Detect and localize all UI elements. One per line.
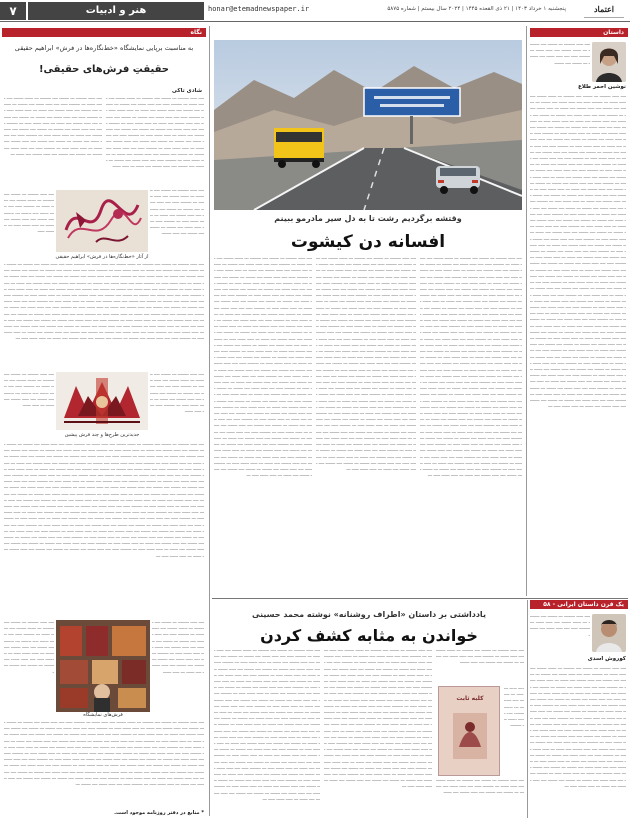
column-divider-right xyxy=(526,26,527,596)
center-text-col-2 xyxy=(316,256,416,596)
carpet-photo-3 xyxy=(56,620,150,712)
bottom-author-name: کوروش اسدی xyxy=(587,656,626,662)
body-text: ــــ ـــــ ــــــــ ـــ ـــــــ ــــ ــــــــ ـــ ــــــ ـــــــ ــــ ـــــ ــــــ ـــ ــــــــ xyxy=(504,686,524,729)
bottom-text-col-2a xyxy=(436,648,524,684)
right-author-avatar xyxy=(592,42,626,82)
body-text: ــــ ـــــ ــــــــ ـــ ـــــــ ــــ ــــــــ ـــ ــــــ ـــــــ ــــ ـــــ ــــــ ـــ ــــــــ ـــــ ــــ ـــــ ــــــ ــــ ـــــــ ـــ ـــــــ ــــ ـــــــ ــــ ـــــ ـــــــ ــــ ــــــ ـــ ـــــ ــــــ ـــــ ـــ ــــــــ ـــــ ــــ ـــــ ــــــ ــــ ـــــــ ـــ ـــــــ ــــ ـــــــ ــــ ـــــ ـــــــ ــــ ــــــ ـــ ـــــ ــــــ ـــــ ـــ ــــــــ ـــــ ــــ ـــــ ــــــ ــــ ـــــــ ـــ ـــــــ ــــ ـــــــ ــــ ـــــ ـــــــ ــــ ــــــ ـــ ـــــ ــــــ ـــــ ـــ ــــــــ ـــــ ــــ ـــــ ــــــ ــــ ـــــــ ـــ ـــــــ ــــ ـــــــ ــــ ـــــ ـــــــ ــــ ــــــ ـــ ـــــ ــــــ ـــــ ـــ ــــــــ ـــــ ــــ ـــــ ــــــ ــــ ـــــــ ـــ ـــــــ ــــ ـــــــ ــــ ـــــ ـــــــ ــــ ــــــ ـــ ـــــ ــــــ ـــــ ـــ ــــــــ ـــــ ــــ ـــــ ــــــ ــــ ـــــــ ـــ ـــــــ ــــ ـــــــ ــــ ـــــ ـــــــ ــــ ــــــ ـــ ـــــ ــــــ ـــــ ـــ ــــــــ ـــــ ــــ ـــــ ــــــ ــــ ـــــــ ـــ ـــــــ ــــ ـــــــ ــــ ـــــ ـــــــ ــــ ــــــ ـــ ـــــ ــــــ ـــــ ـــ ــــــــ ـــــ ــــ ـــــ ــــــ ــــ ـــــــ ـــ ـــــــ ــــ ـــــــ ــــ ـــــ ـــــــ ــــ ــــــ ـــ ـــــ ــــــ ـــــ ـــ ــــــــ ـــــ ــــ ـــــ ــــــ ــــ ـــــــ ـــ ـــــــ ــــ ـــــــ ــــ ـــــ ـــــــ ــــ ــــــ ـــ ـــــ ــــــ ـــــ ـــ ــــــــ ـــــ ــــ ـــــ ــــــ ــــ ـــــــ ـــ ـــــــ ــــ ـــــــ ــــ ـــــ ـــــــ ــــ ــــــ ـــ ـــــ ــــــ ـــــ ـــ ــــــــ ـــــ ــــ ـــــ ــــــ ــــ ـــــــ ـــ ـــــــ ــــ ـــــــ ــــ ـــــ ـــــــ ــــ ــــــ ـــ ـــــ ــــــ ـــــ ـــ ــــــــ ـــــ ــــ ـــــ ــــــ ــــ ـــــــ ـــ ـــــــ ــــ ـــــــ ــــ ـــــ ـــــــ ــــ ــــــ ـــ ـــــ ــــــ ـــــ ـــ ــــــــ ـــــ ــــ ـــــ ــــــ ــــ ـــــــ ـــ ـــــــ ــــ ـــــــ ــــ ـــــ ـــــــ ــــ ــــــ ـــ ـــــ ــــــ ـــــ ـــ ــــــــ ـــــ ــــ ـــــ ــــــ ــــ ـــــــ ـــ ـــــــ ــــ ـــــــ ــــ ـــــ ـــــــ ــــ ــــــ ـــ ـــــ ــــــ ـــــ ـــ ــــــــ ـــــ ــــ ـــــ ــــــ ــــ ـــــــ ـــ ـــــــ ــــ ـــــــ ــــ ـــــ ـــــــ ــــ ــــــ ـــ ـــــ ــــــ ـــــ ـــ ــــــــ ـــــ ــــ ـــــ ــــــ ــــ ـــــــ ـــ ـــــــ ــــ ـــــــ ــــ ـــــ ـــــــ ــــ ــــــ ـــ ـــــ ــــــ ـــــ ـــ ــــــــ ـــــ ــــ ـــــ ــــــ ــــ ـــــــ ـــ ـــــــ ــــ ـــــــ ــــ ـــــ ـــــــ ــــ ــــــ ـــ ـــــ ــــــ ـــــ ـــ ــــــــ ـــــ ــــ ـــــ ــــــ ــــ ـــــــ ـــ ـــــــ ــــ ـــــــ ــــ ـــــ ـــــــ ــــ ــــــ ـــ ـــــ ــــــ ـــــ ـــ ــــــــ ـــــ ــــ ـــــ ــــــ ــــ ـــــــ ـــ ـــــــ ــــ ـــــــ ــــ ـــــ ـــــــ ــــ ــــــ ـــ ـــــ ــــــ ـــــ ـــ ــــــــ ـــــ ــــ ـــــ ــــــ ــــ ـــــــ ـــ ـــــــ ــــ ـــــــ ــــ ـــــ ـــــــ ــــ ــــــ ـــ ـــــ ــــــ ـــــ ـــ xyxy=(420,256,522,479)
column-divider-left xyxy=(209,26,210,816)
body-text: ــــ ـــــ ــــــــ ـــ ـــــــ ــــ ــــــــ ـــ ــــــ ـــــــ ــــ ـــــ ــــــ ـــ ــــــــ ـــــ ــــ ـــــ ــــــ ــــ ـــــــ ـــ ـــــــ ــــ ـــــــ ــــ ـــــ ـــــــ ــــ ــــــ ـــ ـــــ ــــــ ـــــ ـــ ــــــــ ـــــ ــــ ـــــ ــــــ ــــ ـــــــ ـــ ـــــــ ــــ ـــــــ ــــ ـــــ ـــــــ ــــ ــــــ ـــ ـــــ ــــــ ـــــ ـــ ــــــــ ـــــ ــــ ـــــ ــــــ ــــ ـــــــ ـــ ـــــــ ــــ ـــــــ ــــ ـــــ ـــــــ ــــ ــــــ ـــ ـــــ ــــــ ـــــ ـــ ــــــــ ـــــ ــــ ـــــ ــــــ ــــ ـــــــ ـــ ـــــــ ــــ ـــــــ ــــ ـــــ ـــــــ ــــ ــــــ ـــ ـــــ ــــــ ـــــ ـــ ــــــــ ـــــ ــــ ـــــ ــــــ ــــ ـــــــ ـــ ـــــــ ــــ ـــــــ ــــ ـــــ ـــــــ ــــ ــــــ ـــ ـــــ ــــــ ـــــ ـــ ــــــــ ـــــ ــــ ـــــ ــــــ ــــ ـــــــ ـــ ـــــــ ــــ ـــــــ ــــ ـــــ ـــــــ ــــ ــــــ ـــ ـــــ ــــــ ـــــ ـــ ــــــــ ـــــ ــــ ـــــ ــــــ ــــ ـــــــ ـــ ـــــــ ــــ ـــــــ ــــ ـــــ ـــــــ ــــ ــــــ ـــ ـــــ ــــــ ـــــ ـــ ــــــــ ـــــ ــــ ـــــ ــــــ ــــ ـــــــ ـــ ـــــــ ــــ ـــــــ ــــ ـــــ ـــــــ ــــ ــــــ ـــ ـــــ ــــــ ـــــ ـــ ــــــــ ـــــ ــــ ـــــ ــــــ ــــ ـــــــ ـــ ـــــــ ــــ ـــــــ ــــ ـــــ ـــــــ ــــ ــــــ ـــ ـــــ ــــــ ـــــ ـــ ــــــــ ـــــ ــــ ـــــ ــــــ ــــ ـــــــ ـــ ـــــــ ــــ ـــــــ ــــ ـــــ ـــــــ ــــ ــــــ ـــ ـــــ ــــــ ـــــ ـــ ــــــــ ـــــ ــــ ـــــ ــــــ ــــ ـــــــ ـــ ـــــــ ــــ ـــــــ ــــ ـــــ ـــــــ ــــ ــــــ ـــ ـــــ ــــــ ـــــ ـــ ــــــــ ـــــ ــــ ـــــ ــــــ ــــ ـــــــ ـــ ـــــــ ــــ ـــــــ ــــ ـــــ ـــــــ ــــ ــــــ ـــ ـــــ ــــــ ـــــ ـــ ــــــــ ـــــ ــــ ـــــ ــــــ ــــ ـــــــ ـــ ـــــــ ــــ ـــــــ ــــ ـــــ ـــــــ ــــ ــــــ ـــ ـــــ ــــــ ـــــ ـــ xyxy=(324,648,432,790)
carpet-pattern-image xyxy=(56,372,148,430)
road-photo xyxy=(214,40,522,210)
left-byline: شادی تاکی xyxy=(171,88,202,94)
left-text-col-6 xyxy=(150,372,204,438)
body-text: ــــ ـــــ ــــــــ ـــ ـــــــ ــــ ــــــــ ـــ ــــــ ـــــــ ــــ ـــــ ــــــ ـــ ــــــــ ـــــ ــــ ـــــ ــــــ ــــ ـــــــ ـــ ـــــــ ــــ ـــــــ xyxy=(530,42,590,66)
body-text: ــــ ـــــ ــــــــ ـــ ـــــــ ــــ ــــــــ ـــ ــــــ ـــــــ ــــ ـــــ ــــــ ـــ ــــــــ ـــــ ــــ ـــــ ــــــ ــــ ـــــــ ـــ ـــــــ ــــ ـــــــ ــــ ـــــ ـــــــ ــــ ــــــ ـــ ـــــ ــــــ ـــــ ـــ ــــــــ ـــــ ــــ ـــــ ــــــ ــــ ـــــــ ـــ ـــــــ ــــ ـــــــ ــــ ـــــ ـــــــ xyxy=(150,188,204,237)
body-text: ــــ ـــــ ــــــــ ـــ ـــــــ ــــ ــــــــ ـــ ــــــ ـــــــ ــــ ـــــ ــــــ ـــ ــــــــ ـــــ ــــ ـــــ ــــــ ــــ ـــــــ ـــ ـــــــ ــــ ـــــــ ــــ ـــــ ـــــــ ــــ ــــــ ـــ ـــــ ــــــ ـــــ ـــ ــــــــ ـــــ xyxy=(4,192,54,235)
body-text: ــــ ـــــ ــــــــ ـــ ـــــــ ــــ ــــــــ ـــ ــــــ ـــــــ ــــ ـــــ ــــــ ـــ ــــــــ ـــــ ــــ ـــــ ــــــ ــــ ـــــــ ـــ ـــــــ ــــ ـــــــ ــــ ـــــ ـــــــ ــــ ــــــ ـــ ـــــ ــــــ ـــــ ـــ ــــــــ ـــــ ــــ ـــــ ــــــ ــــ ـــــــ ـــ ـــــــ ــــ ـــــــ ــــ ـــــ ـــــــ ــــ ــــــ ـــ ـــــ ــــــ ـــــ ـــ ــــــــ ـــــ ــــ ـــــ ــــــ ــــ ـــــــ ـــ ـــــــ ــــ ـــــــ ــــ ـــــ ـــــــ ــــ ــــــ ـــ ـــــ ــــــ ـــــ ـــ ــــــــ ـــــ ــــ ـــــ ــــــ ــــ ـــــــ ـــ ـــــــ ــــ ـــــــ ــــ ـــــ ـــــــ ــــ ــــــ ـــ ـــــ ــــــ ـــــ ـــ ــــــــ ـــــ ــــ ـــــ ــــــ ــــ ـــــــ ـــ ـــــــ ــــ ـــــــ ــــ ـــــ ـــــــ ــــ ــــــ ـــ xyxy=(4,96,102,157)
bottom-kicker: یادداشتی بر داستان «اطراف روشنانه» نوشته محمد حسینی xyxy=(252,610,486,619)
bottom-section-tag xyxy=(530,600,628,609)
body-text: ــــ ـــــ ــــــــ ـــ ـــــــ ــــ ــــــــ ـــ ــــــ ـــــــ ــــ ـــــ ــــــ ـــ ــــــــ ـــــ ــــ ـــــ ــــــ ــــ ـــــــ ـــ ـــــــ ــــ ـــــــ ــــ ـــــ ـــــــ ــــ ــــــ xyxy=(436,778,524,796)
bottom-text-col-2c xyxy=(436,778,524,816)
left-headline: حقیقتِ فرش‌های حقیقی! xyxy=(38,64,169,75)
left-footnote: * منابع در دفتر روزنامه موجود است. xyxy=(114,810,204,816)
center-kicker: وقتشه برگردیم رشت تا به دل سیر مادرمو ببینم xyxy=(274,214,462,223)
carpet-photo-2 xyxy=(56,372,148,430)
dateline: پنجشنبه ۱ خرداد ۱۴۰۳ | ۲۱ ذی القعده ۱۴۴۵ | ۲۰۲۴ سال بیستم | شماره ۵۸۷۵ xyxy=(387,6,566,12)
book-cover xyxy=(438,686,500,776)
left-text-col-9 xyxy=(152,620,204,716)
body-text: ــــ ـــــ ــــــــ ـــ ـــــــ ــــ ــــــــ ـــ ــــــ ـــــــ ــــ ـــــ ــــــ ـــ ــــــــ ـــــ ــــ ـــــ ــــــ ــــ ـــــــ ـــ ـــــــ ــــ ـــــــ ــــ ـــــ ـــــــ ــــ ــــــ ـــ ـــــ ــــــ ـــــ ـــ ــــــــ ـــــ ــــ ـــــ ــــــ ــــ ـــــــ ـــ ـــــــ ــــ ـــــــ ــــ ـــــ ـــــــ ــــ ــــــ ـــ ـــــ ــــــ ـــــ ـــ ــــــــ ـــــ ــــ ـــــ ــــــ ــــ ـــــــ ـــ ـــــــ ــــ ـــــــ ــــ ـــــ ـــــــ ــــ ــــــ ـــ ـــــ ــــــ ـــــ ـــ ــــــــ ـــــ ــــ ـــــ ــــــ ــــ ـــــــ ـــ ـــــــ ــــ ـــــــ ــــ ـــــ ـــــــ ــــ ــــــ ـــ ـــــ ــــــ ـــــ ـــ ــــــــ ـــــ ــــ ـــــ ــــــ ــــ ـــــــ ـــ ـــــــ ــــ ـــــــ ــــ ـــــ ـــــــ ــــ ــــــ ـــ ـــــ ــــــ ـــــ ـــ ــــــــ ـــــ ــــ ـــــ ــــــ ــــ ـــــــ ـــ ـــــــ ــــ ـــــــ ــــ ـــــ ـــــــ ــــ ــــــ ـــ ـــــ ــــــ ـــــ ـــ ــــــــ ـــــ ــــ ـــــ ــــــ ــــ ـــــــ ـــ ـــــــ ــــ ـــــــ ــــ ـــــ ـــــــ ــــ ــــــ ـــ ـــــ ــــــ ـــــ ـــ ــــــــ ـــــ ــــ ـــــ ــــــ ــــ ـــــــ ـــ ـــــــ ــــ ـــــــ ــــ ـــــ ـــــــ ــــ ــــــ ـــ ـــــ ــــــ ـــــ ـــ ــــــــ ـــــ ــــ ـــــ ــــــ ــــ ـــــــ ـــ ـــــــ ــــ ـــــــ ــــ ـــــ ـــــــ ــــ ــــــ ـــ ـــــ ــــــ ـــــ ـــ ــــــــ ـــــ ــــ ـــــ ــــــ ــــ ـــــــ ـــ ـــــــ ــــ ـــــــ ــــ ـــــ ـــــــ ــــ ــــــ ـــ ـــــ ــــــ ـــــ ـــ ــــــــ ـــــ ــــ ـــــ ــــــ ــــ ـــــــ ـــ ـــــــ ــــ ـــــــ ــــ ـــــ ـــــــ ــــ ــــــ ـــ ـــــ ــــــ ـــــ ـــ ــــــــ ـــــ ــــ ـــــ ــــــ ــــ ـــــــ ـــ ـــــــ ــــ ـــــــ ــــ ـــــ ـــــــ ــــ ــــــ ـــ ـــــ ــــــ ـــــ ـــ ــــــــ ـــــ ــــ ـــــ ــــــ ــــ ـــــــ ـــ ـــــــ ــــ ـــــــ ــــ ـــــ ـــــــ ــــ ــــــ ـــ ـــــ ــــــ ـــــ ـــ ــــــــ ـــــ ــــ ـــــ ــــــ ــــ ـــــــ ـــ ـــــــ ــــ ـــــــ ــــ ـــــ ـــــــ ــــ ــــــ ـــ ـــــ ــــــ ـــــ ـــ ــــــــ ـــــ ــــ ـــــ ــــــ ــــ ـــــــ ـــ ـــــــ ــــ ـــــــ ــــ ـــــ ـــــــ ــــ ــــــ ـــ ـــــ ــــــ ـــــ ـــ ــــــــ ـــــ ــــ ـــــ ــــــ ــــ ـــــــ ـــ ـــــــ ــــ ـــــــ ــــ ـــــ ـــــــ ــــ ــــــ ـــ ـــــ ــــــ ـــــ ـــ ــــــــ ـــــ ــــ ـــــ ــــــ ــــ ـــــــ ـــ ـــــــ ــــ ـــــــ ــــ ـــــ ـــــــ ــــ ــــــ ـــ ـــــ ــــــ ـــــ ـــ ــــــــ ـــــ ــــ ـــــ ــــــ ــــ ـــــــ ـــ ـــــــ ــــ ـــــــ ــــ ـــــ ـــــــ ــــ ــــــ ـــ ـــــ ــــــ ـــــ ـــ ــــــــ ـــــ ــــ ـــــ ــــــ ــــ ـــــــ ـــ ـــــــ ــــ ـــــــ ــــ ـــــ ـــــــ ــــ ــــــ ـــ ـــــ ــــــ ـــــ ـــ ــــــــ ـــــ ــــ ـــــ ــــــ ــــ ـــــــ ـــ ـــــــ ــــ ـــــــ ــــ ـــــ ـــــــ ــــ ــــــ ـــ ـــــ ــــــ ـــــ ـــ ــــــــ ـــــ ــــ ـــــ ــــــ ــــ ـــــــ ـــ ـــــــ ــــ ـــــــ ــــ ـــــ ـــــــ ــــ ــــــ ـــ ـــــ ــــــ ـــــ ـــ ــــــــ ـــــ ــــ ـــــ ــــــ ــــ ـــــــ ـــ ـــــــ ــــ ـــــــ ــــ ـــــ ـــــــ ــــ ــــــ ـــ ـــــ ــــــ ـــــ ـــ ــــــــ ـــــ ــــ ـــــ ــــــ ــــ ـــــــ ـــ ـــــــ ــــ ـــــــ ــــ ـــــ ـــــــ ــــ ــــــ ـــ ـــــ ــــــ ـــــ ـــ ــــــــ ـــــ ــــ ـــــ ــــــ ــــ ـــــــ ـــ ـــــــ ــــ ـــــــ ــــ ـــــ ـــــــ ــــ ــــــ ـــ ـــــ ــــــ ـــــ ـــ ــــــــ ـــــ ــــ ـــــ ــــــ ــــ ـــــــ ـــ ـــــــ ــــ ـــــــ ــــ ـــــ ـــــــ ــــ ــــــ ـــ ـــــ ــــــ ـــــ ـــ ــــــــ ـــــ ــــ ـــــ ــــــ ــــ ـــــــ ـــ ـــــــ ــــ ـــــــ ــــ ـــــ ـــــــ ــــ ــــــ ـــ ـــــ ــــــ ـــــ ـــ ــــــــ ـــــ ــــ ـــــ ــــــ ــــ ـــــــ ـــ ـــــــ ــــ ـــــــ ــــ ـــــ ـــــــ ــــ ــــــ ـــ ـــــ ــــــ ـــــ ـــ xyxy=(530,94,626,410)
bottom-text-col-2b xyxy=(504,686,524,776)
center-text-col-3 xyxy=(214,256,312,596)
bottom-text-col-1 xyxy=(530,666,626,816)
bottom-text-intro xyxy=(530,614,590,652)
section-email[interactable]: honar@etemadnewspaper.ir xyxy=(208,5,310,13)
author-portrait-icon xyxy=(592,42,626,82)
right-author-name: نوشین احمر طلاع xyxy=(577,84,626,90)
exhibition-image xyxy=(56,620,150,712)
body-text: ــــ ـــــ ــــــــ ـــ ـــــــ ــــ ــــــــ ـــ ــــــ ـــــــ ــــ ـــــ ــــــ ـــ ــــــــ ـــــ ــــ ـــــ ــــــ ــــ ـــــــ xyxy=(530,614,590,638)
right-text-col xyxy=(530,94,626,594)
left-text-col-7 xyxy=(4,372,54,438)
left-text-col-2 xyxy=(4,96,102,188)
carpet-caption-1: از آثار «خط‌نگاره‌ها در فرش» ابراهیم حقیقی xyxy=(55,254,149,260)
body-text: ــــ ـــــ ــــــــ ـــ ـــــــ ــــ ــــــــ ـــ ــــــ ـــــــ ــــ ـــــ ــــــ ـــ ــــــــ ـــــ ــــ ـــــ ــــــ ــــ ـــــــ ـــ ـــــــ ــــ ـــــــ ــــ ـــــ ـــــــ ــــ ــــــ ـــ ـــــ ــــــ ـــــ ـــ ــــــــ ـــــ ــــ ـــــ ــــــ ــــ ـــــــ ـــ ـــــــ ــــ ـــــــ ــــ ـــــ ـــــــ ــــ ــــــ ـــ ـــــ ــــــ ـــــ ـــ ــــــــ ـــــ ــــ ـــــ ــــــ ــــ ـــــــ ـــ ـــــــ ــــ ـــــــ ــــ ـــــ ـــــــ ــــ ــــــ ـــ ـــــ ــــــ ـــــ ـــ ــــــــ ـــــ ــــ ـــــ ــــــ ــــ ـــــــ ـــ ـــــــ ــــ ـــــــ ــــ ـــــ ـــــــ ــــ ــــــ ـــ ـــــ ــــــ ـــــ ـــ ــــــــ ـــــ ــــ ـــــ ــــــ ــــ ـــــــ ـــ ـــــــ ــــ ـــــــ ــــ ـــــ ـــــــ ــــ ــــــ ـــ ـــــ ــــــ ـــــ ـــ ــــــــ ـــــ ــــ ـــــ ــــــ ــــ ـــــــ ـــ ـــــــ ــــ ـــــــ ــــ ـــــ ـــــــ ــــ ــــــ ـــ ـــــ ــــــ ـــــ ـــ ــــــــ ـــــ ــــ ـــــ ــــــ ــــ ـــــــ ـــ ـــــــ ــــ ـــــــ ــــ ـــــ ـــــــ ــــ ــــــ ـــ ـــــ ــــــ ـــــ ـــ ــــــــ ـــــ ــــ ـــــ ــــــ ــــ ـــــــ ـــ ـــــــ ــــ ـــــــ ــــ ـــــ ـــــــ ــــ ــــــ ـــ ـــــ ــــــ ـــــ ـــ ــــــــ ـــــ ــــ ـــــ ــــــ ــــ ـــــــ ـــ ـــــــ ــــ ـــــــ ــــ ـــــ ـــــــ ــــ ــــــ ـــ ـــــ ــــــ ـــــ ـــ ــــــــ ـــــ ــــ ـــــ ــــــ ــــ ـــــــ ـــ ـــــــ ــــ ـــــــ ــــ ـــــ ـــــــ ــــ ــــــ ـــ ـــــ ــــــ ـــــ ـــ ــــــــ ـــــ ــــ ـــــ ــــــ ــــ ـــــــ ـــ ـــــــ ــــ ـــــــ ــــ ـــــ ـــــــ ــــ ــــــ ـــ ـــــ ــــــ ـــــ ـــ ــــــــ ـــــ ــــ ـــــ ــــــ ــــ ـــــــ ـــ ـــــــ ــــ ـــــــ ــــ ـــــ ـــــــ ــــ ــــــ ـــ ـــــ ــــــ ـــــ ـــ ــــــــ ـــــ ــــ ـــــ ــــــ ــــ ـــــــ ـــ ـــــــ ــــ ـــــــ ــــ ـــــ ـــــــ ــــ ــــــ ـــ ـــــ ــــــ ـــــ ـــ ــــــــ ـــــ ــــ ـــــ ــــــ ــــ ـــــــ ـــ ـــــــ ــــ ـــــــ ــــ ـــــ ـــــــ ــــ ــــــ ـــ ـــــ ــــــ ـــــ ـــ ــــــــ ـــــ ــــ ـــــ ــــــ ــــ ـــــــ ـــ ـــــــ ــــ ـــــــ ــــ ـــــ ـــــــ ــــ ــــــ ـــ ـــــ ــــــ ـــــ ـــ ــــــــ ـــــ ــــ ـــــ ــــــ ــــ ـــــــ ـــ ـــــــ ــــ ـــــــ ــــ ـــــ ـــــــ ــــ ــــــ ـــ ـــــ ــــــ ـــــ ـــ ــــــــ ـــــ ــــ ـــــ ــــــ ــــ ـــــــ ـــ ـــــــ ــــ ـــــــ ــــ ـــــ ـــــــ ــــ ــــــ ـــ ـــــ ــــــ ـــــ ـــ ــــــــ ـــــ ــــ ـــــ ــــــ ــــ ـــــــ ـــ ـــــــ ــــ ـــــــ ــــ ـــــ ـــــــ ــــ ــــــ ـــ ـــــ ــــــ ـــــ ـــ ــــــــ ـــــ ــــ ـــــ ــــــ ــــ ـــــــ ـــ ـــــــ ــــ ـــــــ ــــ ـــــ ـــــــ ــــ ــــــ ـــ ـــــ ــــــ ـــــ ـــ xyxy=(316,256,416,472)
bottom-divider xyxy=(212,598,628,599)
bottom-author-avatar xyxy=(592,614,626,652)
body-text: ــــ ـــــ ــــــــ ـــ ـــــــ ــــ ــــــــ ـــ ــــــ ـــــــ ــــ ـــــ ــــــ ـــ ــــــــ ـــــ ــــ ـــــ ــــــ ــــ ـــــــ ـــ ـــــــ ــــ ـــــــ ــــ ـــــ ـــــــ ــــ ــــــ ـــ ـــــ ــــــ ـــــ ـــ ــــــــ ـــــ ــــ ـــــ ــــــ ــــ ـــــــ ـــ ـــــــ ــــ ـــــــ ــــ ـــــ ـــــــ ــــ ــــــ ـــ ـــــ ــــــ ـــــ ـــ ــــــــ ـــــ ــــ ـــــ ــــــ ــــ ـــــــ ـــ ـــــــ ــــ ـــــــ ــــ ـــــ ـــــــ ــــ ــــــ ـــ ـــــ ــــــ ـــــ ـــ ــــــــ ـــــ ــــ ـــــ ــــــ ــــ ـــــــ ـــ ـــــــ ــــ ـــــــ ــــ ـــــ ـــــــ ــــ ــــــ ـــ ـــــ ــــــ ـــــ ـــ ــــــــ ـــــ ــــ ـــــ ــــــ ــــ ـــــــ ـــ ـــــــ ــــ ـــــــ ــــ ـــــ ـــــــ ــــ ــــــ ـــ ـــــ ــــــ ـــــ ـــ ــــــــ ـــــ ــــ ـــــ ــــــ ــــ ـــــــ ـــ ـــــــ ــــ ـــــــ ــــ ـــــ ـــــــ ــــ ــــــ ـــ ـــــ ــــــ ـــــ ـــ ــــــــ ـــــ ــــ ـــــ ــــــ ــــ ـــــــ ـــ ـــــــ ــــ ـــــــ ــــ ـــــ ـــــــ ــــ ــــــ ـــ ـــــ ــــــ ـــــ ـــ ــــــــ ـــــ ــــ ـــــ ــــــ ــــ ـــــــ ـــ ـــــــ ــــ ـــــــ ــــ ـــــ ـــــــ ــــ ــــــ ـــ ـــــ ــــــ ـــــ ـــ ــــــــ ـــــ ــــ ـــــ ــــــ ــــ ـــــــ ـــ ـــــــ ــــ ـــــــ ــــ ـــــ ـــــــ ــــ ــــــ ـــ ـــــ ــــــ ـــــ ـــ ــــــــ ـــــ ــــ ـــــ ــــــ ــــ ـــــــ ـــ ـــــــ ــــ ـــــــ ــــ ـــــ ـــــــ ــــ ــــــ ـــ ـــــ ــــــ ـــــ ـــ ــــــــ ـــــ ــــ ـــــ ــــــ ــــ ـــــــ ـــ ـــــــ ــــ ـــــــ ــــ ـــــ ـــــــ ــــ ــــــ ـــ ـــــ ــــــ ـــــ ـــ ــــــــ ـــــ ــــ ـــــ ــــــ ــــ ـــــــ ـــ ـــــــ ــــ ـــــــ ــــ ـــــ ـــــــ ــــ ــــــ ـــ ـــــ ــــــ ـــــ ـــ ــــــــ ـــــ ــــ ـــــ ــــــ ــــ ـــــــ ـــ ـــــــ ــــ ـــــــ ــــ ـــــ ـــــــ ــــ ــــــ ـــ ـــــ ــــــ ـــــ ـــ ــــــــ ـــــ ــــ ـــــ ــــــ ــــ ـــــــ ـــ ـــــــ ــــ ـــــــ ــــ ـــــ ـــــــ ــــ ــــــ ـــ ـــــ ــــــ ـــــ ـــ xyxy=(214,648,320,802)
body-text: ــــ ـــــ ــــــــ ـــ ـــــــ ــــ ــــــــ ـــ ــــــ ـــــــ ــــ ـــــ ــــــ ـــ ــــــــ ـــــ ــــ ـــــ ــــــ ــــ ـــــــ ـــ ـــــــ ــــ ـــــــ ــــ ـــــ ـــــــ ــــ ــــــ ـــ ـــــ ــــــ ـــــ ـــ ــــــــ ـــــ ــــ ـــــ ــــــ ــــ ـــــــ ـــ ـــــــ ــــ ـــــــ ــــ xyxy=(4,620,54,675)
center-headline: افسانه دن کیشوت xyxy=(290,232,446,252)
left-text-col-10 xyxy=(4,620,54,716)
body-text: ــــ ـــــ ــــــــ ـــ ـــــــ ــــ ــــــــ ـــ ــــــ ـــــــ ــــ ـــــ ــــــ ـــ ــــــــ ـــــ ــــ ـــــ ــــــ ــــ ـــــــ ـــ ـــــــ ــــ ـــــــ ــــ ـــــ ـــــــ ــــ ــــــ ـــ ـــــ ــــــ ـــــ ـــ ــــــــ ـــــ ــــ ـــــ ــــــ ــــ ـــــــ ـــ ـــــــ ــــ ـــــــ ــــ ـــــ ـــــــ ــــ ــــــ ـــ ـــــ ــــــ ـــــ ـــ ــــــــ ـــــ ــــ ـــــ ــــــ ــــ ـــــــ ـــ ـــــــ ــــ ـــــــ ــــ ـــــ ـــــــ ــــ ــــــ ـــ ـــــ ــــــ ـــــ ـــ ــــــــ ـــــ ــــ ـــــ ــــــ ــــ ـــــــ ـــ ـــــــ ــــ ـــــــ ــــ ـــــ ـــــــ ــــ ــــــ ـــ ـــــ ــــــ ـــــ ـــ ــــــــ ـــــ ــــ ـــــ ــــــ ــــ ـــــــ ـــ ـــــــ ــــ ـــــــ ــــ ـــــ ـــــــ ــــ ــــــ ـــ ـــــ ــــــ ـــــ ـــ ــــــــ ـــــ ــــ ـــــ ــــــ ــــ ـــــــ ـــ ـــــــ ــــ ـــــــ ــــ ـــــ ـــــــ ــــ ــــــ ـــ ـــــ ــــــ ـــــ ـــ ــــــــ ـــــ ــــ ـــــ ــــــ ــــ ـــــــ ـــ ـــــــ ــــ ـــــــ ــــ ـــــ ـــــــ ــــ ــــــ ـــ ـــــ ــــــ ـــــ ـــ ــــــــ ـــــ ــــ ـــــ ــــــ ــــ ـــــــ ـــ ـــــــ ــــ ـــــــ ــــ ـــــ ـــــــ ــــ ــــــ ـــ ـــــ ــــــ ـــــ ـــ ــــــــ ـــــ ــــ ـــــ ــــــ ــــ ـــــــ ـــ ـــــــ ــــ ـــــــ ــــ ـــــ ـــــــ ــــ ــــــ ـــ ـــــ ــــــ ـــــ ـــ ــــــــ ـــــ ــــ ـــــ ــــــ ــــ ـــــــ ـــ ـــــــ ــــ ـــــــ ــــ ـــــ ـــــــ ــــ ــــــ ـــ ـــــ ــــــ ـــــ ـــ ــــــــ ـــــ ــــ ـــــ ــــــ ــــ ـــــــ ـــ ـــــــ ــــ ـــــــ ــــ ـــــ ـــــــ ــــ ــــــ ـــ ـــــ ــــــ ـــــ ـــ ــــــــ ـــــ ــــ ـــــ ــــــ ــــ ـــــــ ـــ ـــــــ ــــ ـــــــ ــــ ـــــ ـــــــ ــــ ــــــ ـــ ـــــ ــــــ ـــــ ـــ ــــــــ ـــــ ــــ ـــــ ــــــ ــــ ـــــــ ـــ ـــــــ ــــ ـــــــ ــــ ـــــ ـــــــ ــــ ــــــ ـــ ـــــ ــــــ ـــــ ـــ ــــــــ ـــــ ــــ ـــــ ــــــ ــــ ـــــــ ـــ ـــــــ ــــ ـــــــ ــــ ـــــ ـــــــ ــــ ــــــ ـــ ـــــ ــــــ ـــــ ـــ xyxy=(4,262,204,342)
carpet-calligraphy-image xyxy=(56,190,148,252)
left-kicker: به مناسبت برپایی نمایشگاه «خط‌نگاره‌ها در فرش» ابراهیم حقیقی xyxy=(14,44,194,52)
carpet-caption-3: فرش‌های نمایشگاه xyxy=(83,712,123,718)
carpet-caption-2: جدیدترین طرح‌ها و چند فرش پیشین xyxy=(64,432,140,438)
newspaper-logo: اعتماد xyxy=(584,4,624,18)
body-text: ــــ ـــــ ــــــــ ـــ ـــــــ ــــ ــــــــ ـــ ــــــ ـــــــ ــــ ـــــ ــــــ ـــ ــــــــ ـــــ ــــ ـــــ ــــــ ــــ ـــــــ ـــ ـــــــ ــــ ـــــــ ــــ ـــــ ـــــــ ــــ ــــــ ـــ ـــــ ــــــ ـــــ ـــ ــــــــ ـــــ ــــ ـــــ ــــــ ــــ ـــــــ ـــ ـــــــ ــــ ـــــــ ــــ ـــــ ـــــــ ــــ ــــــ ـــ ـــــ ــــــ xyxy=(152,620,204,675)
page-number: ۷ xyxy=(0,2,26,20)
bottom-text-col-3 xyxy=(324,648,432,816)
author-portrait-icon xyxy=(592,614,626,652)
masthead-bar xyxy=(0,0,630,22)
section-title: هنر و ادبیات xyxy=(28,2,204,20)
road-landscape-image xyxy=(214,40,522,210)
left-text-col-8 xyxy=(4,442,204,618)
bottom-column-divider xyxy=(527,600,528,818)
bottom-section-tag-label: یک قرن داستان ایرانی - ۵۸ xyxy=(543,601,624,608)
body-text: ــــ ـــــ ــــــــ ـــ ـــــــ ــــ ــــــــ ـــ ــــــ ـــــــ ــــ ـــــ ــــــ ـــ ــــــــ ـــــ ــــ ـــــ ــــــ ــــ ـــــــ ـــ ـــــــ ــــ ـــــــ ــــ ـــــ ـــــــ ــــ ــــــ ـــ ـــــ ــــــ ـــــ ـــ ــــــــ ـــــ ــــ ـــــ ــــــ xyxy=(150,372,204,415)
body-text: ــــ ـــــ ــــــــ ـــ ـــــــ ــــ ــــــــ ـــ ــــــ ـــــــ ــــ ـــــ ــــــ ـــ ــــــــ ـــــ ــــ ـــــ ــــــ ــــ ـــــــ ـــ ـــــــ ــــ ـــــــ ــــ ـــــ ـــــــ xyxy=(436,648,524,666)
right-section-tag xyxy=(530,28,628,37)
bottom-headline: خواندن به مثابه کشف کردن xyxy=(260,626,478,645)
body-text: ــــ ـــــ ــــــــ ـــ ـــــــ ــــ ــــــــ ـــ ــــــ ـــــــ ــــ ـــــ ــــــ ـــ ــــــــ ـــــ ــــ ـــــ ــــــ ــــ ـــــــ ـــ ـــــــ ــــ ـــــــ ــــ ـــــ ـــــــ ــــ ــــــ ـــ ـــــ ــــــ ـــــ ـــ ــــــــ ـــــ ــــ ـــــ ــــــ ــــ ـــــــ ـــ ـــــــ ــــ ـــــــ ــــ ـــــ ـــــــ ــــ ــــــ ـــ ـــــ ــــــ ـــــ ـــ ــــــــ ـــــ ــــ ـــــ ــــــ ــــ ـــــــ ـــ ـــــــ ــــ ـــــــ ــــ ـــــ ـــــــ ــــ ــــــ ـــ ـــــ ــــــ ـــــ ـــ ــــــــ ـــــ ــــ ـــــ ــــــ ــــ ـــــــ ـــ ـــــــ ــــ ـــــــ ــــ ـــــ ـــــــ ــــ ــــــ ـــ ـــــ ــــــ ـــــ ـــ ــــــــ ـــــ ــــ ـــــ ــــــ ــــ ـــــــ ـــ ـــــــ ــــ ـــــــ ــــ ـــــ ـــــــ ــــ ــــــ ـــ ـــــ ــــــ ـــــ ـــ ــــــــ ـــــ ــــ ـــــ ــــــ ــــ ـــــــ ـــ ـــــــ ــــ ـــــــ ــــ ـــــ ـــــــ ــــ ــــــ ـــ ـــــ ــــــ ـــــ ـــ ــــــــ ـــــ ــــ ـــــ ــــــ ــــ ـــــــ ـــ ـــــــ ــــ ـــــــ ــــ ـــــ ـــــــ ــــ ــــــ ـــ ـــــ ــــــ ـــــ ـــ ــــــــ ـــــ ــــ ـــــ ــــــ ــــ ـــــــ ـــ ـــــــ ــــ ـــــــ ــــ ـــــ ـــــــ ــــ ــــــ ـــ ـــــ ــــــ ـــــ ـــ ــــــــ ـــــ ــــ ـــــ ــــــ ــــ ـــــــ ـــ ـــــــ ــــ ـــــــ ــــ ـــــ ـــــــ ــــ ــــــ ـــ ـــــ ــــــ ـــــ ـــ ــــــــ ـــــ ــــ ـــــ ــــــ ــــ ـــــــ ـــ ـــــــ ــــ ـــــــ ــــ ـــــ ـــــــ ــــ ــــــ ـــ ـــــ ــــــ ـــــ ـــ ــــــــ ـــــ ــــ ـــــ ــــــ ــــ ـــــــ ـــ ـــــــ ــــ ـــــــ ــــ ـــــ ـــــــ ــــ ــــــ ـــ ـــــ ــــــ ـــــ ـــ ــــــــ ـــــ ــــ ـــــ ــــــ ــــ ـــــــ ـــ xyxy=(4,720,204,788)
left-text-col-3 xyxy=(150,188,204,260)
carpet-photo-1 xyxy=(56,190,148,252)
left-text-col-11 xyxy=(4,720,204,808)
body-text: ــــ ـــــ ــــــــ ـــ ـــــــ ــــ ــــــــ ـــ ــــــ ـــــــ ــــ ـــــ ــــــ ـــ ــــــــ ـــــ ــــ ـــــ ــــــ ــــ ـــــــ ـــ ـــــــ ــــ ـــــــ ــــ ـــــ ـــــــ ــــ ــــــ ـــ ـــــ ــــــ ـــــ ـــ ــــــــ ـــــ ــــ ـــــ ــــــ ــــ ـــــــ ـــ ـــــــ ــــ ـــــــ ــــ ـــــ ـــــــ ــــ ــــــ ـــ ـــــ ــــــ ـــــ ـــ ــــــــ ـــــ ــــ ـــــ ــــــ ــــ ـــــــ ـــ ـــــــ ــــ ـــــــ ــــ ـــــ ـــــــ ــــ ــــــ ـــ ـــــ ــــــ ـــــ ـــ ــــــــ ـــــ ــــ ـــــ ــــــ ــــ ـــــــ ـــ ـــــــ ــــ ـــــــ ــــ ـــــ ـــــــ ــــ ــــــ ـــ ـــــ ــــــ ـــــ ـــ ــــــــ ـــــ ــــ ـــــ ــــــ ــــ ـــــــ ـــ ـــــــ ــــ ـــــــ ــــ ـــــ ـــــــ ــــ ــــــ ـــ ـــــ ــــــ ـــــ ـــ ــــــــ ـــــ ــــ ـــــ ــــــ ــــ ـــــــ ـــ ـــــــ ــــ ـــــــ ــــ ـــــ ـــــــ ــــ ــــــ ـــ ـــــ ــــــ ـــــ ـــ ــــــــ ـــــ ــــ ـــــ ــــــ ــــ ـــــــ ـــ ـــــــ ــــ ـــــــ ــــ ـــــ ـــــــ ــــ ــــــ ـــ ـــــ ــــــ ـــــ ـــ ــــــــ ـــــ ــــ ـــــ ــــــ ــــ ـــــــ ـــ ـــــــ ــــ ـــــــ ــــ ـــــ ـــــــ ــــ ــــــ ـــ ـــــ ــــــ ـــــ ـــ ــــــــ ـــــ ــــ ـــــ ــــــ ــــ ـــــــ ـــ ـــــــ ــــ ـــــــ ــــ ـــــ ـــــــ ــــ ــــــ ـــ ـــــ ــــــ ـــــ ـــ ــــــــ ـــــ ــــ ـــــ ــــــ ــــ ـــــــ ـــ ـــــــ ــــ ـــــــ ــــ ـــــ ـــــــ ــــ ــــــ ـــ ـــــ ــــــ ـــــ ـــ xyxy=(530,666,626,789)
left-section-tag xyxy=(2,28,206,37)
body-text: ــــ ـــــ ــــــــ ـــ ـــــــ ــــ ــــــــ ـــ ــــــ ـــــــ ــــ ـــــ ــــــ ـــ ــــــــ ـــــ ــــ ـــــ ــــــ ــــ ـــــــ ـــ ـــــــ ــــ ـــــــ ــــ ـــــ ـــــــ ــــ ــــــ ـــ ـــــ ــــــ ـــــ ـــ ــــــــ ـــــ ــــ ـــــ ــــــ ــــ ـــــــ ـــ ـــــــ ــــ ـــــــ ــــ ـــــ ـــــــ ــــ ــــــ ـــ ـــــ ــــــ ـــــ ـــ ــــــــ ـــــ ــــ ـــــ ــــــ ــــ ـــــــ ـــ ـــــــ ــــ ـــــــ ــــ ـــــ ـــــــ ــــ ــــــ ـــ ـــــ ــــــ ـــــ ـــ ــــــــ ـــــ ــــ ـــــ ــــــ ــــ ـــــــ ـــ ـــــــ ــــ ـــــــ ــــ ـــــ ـــــــ ــــ ــــــ ـــ ـــــ ــــــ ـــــ ـــ ــــــــ ـــــ ــــ ـــــ ــــــ ــــ ـــــــ ـــ ـــــــ ــــ ـــــــ ــــ ـــــ ـــــــ ــــ ــــــ ـــ ـــــ ــــــ ـــــ ـــ ــــــــ ـــــ ــــ ـــــ ــــــ ــــ ـــــــ ـــ ـــــــ ــــ ـــــــ ــــ ـــــ ـــــــ ــــ ــــــ ـــ ـــــ ــــــ ـــــ ـــ ــــــــ ـــــ ــــ ـــــ ــــــ ــــ ـــــــ ـــ ـــــــ ــــ ـــــــ ــــ ـــــ ـــــــ ــــ ــــــ ـــ ـــــ ــــــ ـــــ ـــ ــــــــ ـــــ ــــ ـــــ ــــــ ــــ ـــــــ ـــ ـــــــ ــــ ـــــــ ــــ ـــــ ـــــــ ــــ ــــــ ـــ ـــــ ــــــ ـــــ ـــ ــــــــ ـــــ ــــ ـــــ ــــــ ــــ ـــــــ ـــ ـــــــ ــــ ـــــــ ــــ ـــــ ـــــــ ــــ ــــــ ـــ ـــــ ــــــ ـــــ ـــ ــــــــ ـــــ ــــ ـــــ ــــــ ــــ ـــــــ ـــ ـــــــ ــــ ـــــــ ــــ ـــــ ـــــــ ــــ ــــــ ـــ ـــــ ــــــ ـــــ ـــ ــــــــ ـــــ ــــ ـــــ ــــــ ــــ ـــــــ ـــ ـــــــ ــــ ـــــــ ــــ ـــــ ـــــــ ــــ ــــــ ـــ ـــــ ــــــ ـــــ ـــ ــــــــ ـــــ ــــ ـــــ ــــــ ــــ ـــــــ ـــ ـــــــ ــــ ـــــــ ــــ ـــــ ـــــــ ــــ ــــــ ـــ ـــــ ــــــ ـــــ ـــ ــــــــ ـــــ ــــ ـــــ ــــــ ــــ ـــــــ ـــ ـــــــ ــــ ـــــــ ــــ ـــــ ـــــــ ــــ ــــــ ـــ ـــــ ــــــ ـــــ ـــ ــــــــ ـــــ ــــ ـــــ ــــــ ــــ ـــــــ ـــ ـــــــ ــــ ـــــــ ــــ ـــــ ـــــــ ــــ ــــــ ـــ ـــــ ــــــ ـــــ ـــ ــــــــ ـــــ ــــ ـــــ ــــــ ــــ ـــــــ ـــ ـــــــ ــــ ـــــــ ــــ ـــــ ـــــــ ــــ ــــــ ـــ ـــــ ــــــ ـــــ ـــ ــــــــ ـــــ ــــ ـــــ ــــــ ــــ ـــــــ ـــ ـــــــ ــــ ـــــــ ــــ ـــــ ـــــــ ــــ ــــــ ـــ ـــــ ــــــ ـــــ ـــ ــــــــ ـــــ ــــ ـــــ ــــــ ــــ ـــــــ ـــ ـــــــ ــــ ـــــــ ــــ ـــــ ـــــــ ــــ ــــــ ـــ ـــــ ــــــ ـــــ ـــ ــــــــ ـــــ ــــ ـــــ ــــــ ــــ ـــــــ ـــ ـــــــ ــــ ـــــــ ــــ ـــــ ـــــــ ــــ ــــــ ـــ ـــــ ــــــ ـــــ ـــ ــــــــ ـــــ ــــ ـــــ ــــــ ــــ ـــــــ ـــ ـــــــ ــــ ـــــــ ــــ ـــــ ـــــــ ــــ ــــــ ـــ ـــــ ــــــ ـــــ ـــ xyxy=(214,256,312,479)
book-title: کلبه ثابت xyxy=(456,695,484,702)
center-text-col-1 xyxy=(420,256,522,596)
left-section-tag-label: نگاه xyxy=(190,29,202,36)
book-cover-art-icon xyxy=(439,687,501,777)
body-text: ــــ ـــــ ــــــــ ـــ ـــــــ ــــ ــــــــ ـــ ــــــ ـــــــ ــــ ـــــ ــــــ ـــ ــــــــ ـــــ ــــ ـــــ ــــــ ــــ ـــــــ ـــ ـــــــ ــــ ـــــــ ــــ ـــــ ـــــــ ــــ ــــــ ـــ ـــــ ــــــ ـــــ ـــ ــــــــ ـــــ ــــ ـــــ ــــــ ــــ ـــــــ ـــ ـــــــ ــــ ـــــــ ــــ ـــــ ـــــــ ــــ ــــــ ـــ ـــــ ــــــ ـــــ ـــ ــــــــ ـــــ ــــ ـــــ ــــــ ــــ ـــــــ ـــ ـــــــ ــــ ـــــــ ــــ ـــــ ـــــــ ــــ ــــــ ـــ ـــــ ــــــ ـــــ ـــ ــــــــ ـــــ ــــ ـــــ ــــــ ــــ ـــــــ ـــ ـــــــ ــــ ـــــــ ــــ ـــــ ـــــــ ــــ ــــــ ـــ ـــــ ــــــ ـــــ ـــ ــــــــ ـــــ ــــ ـــــ ــــــ ــــ ـــــــ ـــ ـــــــ ــــ ـــــــ ــــ ـــــ ـــــــ ــــ ــــــ ـــ ـــــ ــــــ ـــــ ـــ ــــــــ ـــــ ــــ ـــــ ــــــ ــــ ـــــــ ـــ ـــــــ ــــ ـــــــ ــــ ـــــ ـــــــ ــــ ــــــ ـــ ـــــ ــــــ ـــــ ـــ ــــــــ ـــــ ــــ ـــــ ــــــ ــــ ـــــــ ـــ ـــــــ ــــ ـــــــ ــــ ـــــ ـــــــ ــــ ــــــ ـــ ـــــ ــــــ ـــــ ـــ ــــــــ ـــــ ــــ ـــــ ــــــ ــــ ـــــــ ـــ ـــــــ ــــ ـــــــ ــــ ـــــ ـــــــ ــــ ــــــ ـــ ـــــ ــــــ ـــــ ـــ ــــــــ ـــــ ــــ ـــــ ــــــ ــــ ـــــــ ـــ ـــــــ ــــ ـــــــ ــــ ـــــ ـــــــ ــــ ــــــ ـــ ـــــ ــــــ ـــــ ـــ ــــــــ ـــــ ــــ ـــــ ــــــ ــــ ـــــــ ـــ ـــــــ ــــ ـــــــ ــــ ـــــ ـــــــ ــــ ــــــ ـــ ـــــ ــــــ ـــــ ـــ ــــــــ ـــــ ــــ ـــــ ــــــ ــــ ـــــــ ـــ ـــــــ ــــ ـــــــ ــــ ـــــ ـــــــ ــــ ــــــ ـــ ـــــ ــــــ ـــــ ـــ ــــــــ ـــــ ــــ ـــــ ــــــ ــــ ـــــــ ـــ ـــــــ ــــ ـــــــ ــــ ـــــ ـــــــ ــــ ــــــ ـــ ـــــ ــــــ ـــــ ـــ ــــــــ ـــــ ــــ ـــــ ــــــ ــــ ـــــــ ـــ ـــــــ ــــ ـــــــ ــــ ـــــ ـــــــ ــــ ــــــ ـــ ـــــ ــــــ ـــــ ـــ ــــــــ ـــــ ــــ ـــــ ــــــ ــــ ـــــــ ـــ ـــــــ ــــ ـــــــ ــــ ـــــ ـــــــ ــــ ــــــ ـــ ـــــ ــــــ ـــــ ـــ ــــــــ ـــــ ــــ ـــــ ــــــ ــــ ـــــــ ـــ ـــــــ ــــ ـــــــ ــــ ـــــ ـــــــ ــــ ــــــ ـــ ـــــ ــــــ ـــــ ـــ ــــــــ ـــــ ــــ ـــــ ــــــ ــــ ـــــــ ـــ ـــــــ ــــ ـــــــ ــــ ـــــ ـــــــ ــــ ــــــ ـــ ـــــ ــــــ ـــــ ـــ ــــــــ ـــــ ــــ ـــــ ــــــ ــــ ـــــــ ـــ ـــــــ ــــ ـــــــ ــــ ـــــ ـــــــ ــــ ــــــ ـــ ـــــ ــــــ ـــــ ـــ ــــــــ ـــــ ــــ ـــــ ــــــ ــــ ـــــــ ـــ ـــــــ ــــ ـــــــ ــــ ـــــ ـــــــ ــــ ــــــ ـــ ـــــ ــــــ ـــــ ـــ ــــــــ ـــــ ــــ ـــــ ــــــ ــــ ـــــــ ـــ ـــــــ ــــ ـــــــ ــــ ـــــ ـــــــ ــــ ــــــ ـــ ـــــ ــــــ ـــــ ـــ ــــــــ ـــــ ــــ ـــــ ــــــ ــــ ـــــــ ـــ ـــــــ ــــ ـــــــ ــــ ـــــ ـــــــ ــــ ــــــ ـــ ـــــ ــــــ ـــــ ـــ xyxy=(4,442,204,559)
right-text-intro xyxy=(530,42,590,82)
left-text-col-5 xyxy=(4,262,204,372)
body-text: ــــ ـــــ ــــــــ ـــ ـــــــ ــــ ــــــــ ـــ ــــــ ـــــــ ــــ ـــــ ــــــ ـــ ــــــــ ـــــ ــــ ـــــ ــــــ ــــ ـــــــ ـــ ـــــــ ــــ ـــــــ ــــ ـــــ ـــــــ ــــ ــــــ ـــ ـــــ ــــــ xyxy=(4,372,54,409)
left-text-col-4 xyxy=(4,192,54,260)
body-text: ــــ ـــــ ــــــــ ـــ ـــــــ ــــ ــــــــ ـــ ــــــ ـــــــ ــــ ـــــ ــــــ ـــ ــــــــ ـــــ ــــ ـــــ ــــــ ــــ ـــــــ ـــ ـــــــ ــــ ـــــــ ــــ ـــــ ـــــــ ــــ ــــــ ـــ ـــــ ــــــ ـــــ ـــ ــــــــ ـــــ ــــ ـــــ ــــــ ــــ ـــــــ ـــ ـــــــ ــــ ـــــــ ــــ ـــــ ـــــــ ــــ ــــــ ـــ ـــــ ــــــ ـــــ ـــ ــــــــ ـــــ ــــ ـــــ ــــــ ــــ ـــــــ ـــ ـــــــ ــــ ـــــــ ــــ ـــــ ـــــــ ــــ ــــــ ـــ ـــــ ــــــ ـــــ ـــ ــــــــ ـــــ ــــ ـــــ ــــــ ــــ ـــــــ ـــ ـــــــ ــــ ـــــــ ــــ ـــــ ـــــــ ــــ ــــــ ـــ ـــــ ــــــ ـــــ ـــ ــــــــ ـــــ ــــ ـــــ ــــــ ــــ ـــــــ ـــ ـــــــ ــــ ـــــــ ــــ ـــــ ـــــــ ــــ ــــــ ـــ ـــــ ــــــ ـــــ ـــ ــــــــ ـــــ ــــ ـــــ ــــــ ــــ ـــــــ ـــ ـــــــ ــــ ـــــــ ــــ ـــــ ـــــــ ــــ ــــــ ـــ ـــــ ــــــ xyxy=(106,96,204,170)
right-section-tag-label: داستان xyxy=(603,29,624,36)
bottom-text-col-4 xyxy=(214,648,320,816)
